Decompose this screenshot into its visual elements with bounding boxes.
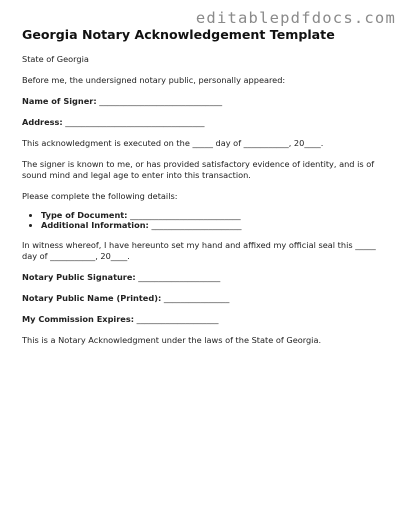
list-item — [41, 220, 392, 230]
intro-paragraph: Before me, the undersigned notary public, personally appeared: — [22, 75, 286, 85]
state-line: State of Georgia — [22, 54, 89, 64]
notary-printed-name-blank: ________________ — [163, 293, 230, 303]
notary-printed-name-label: Notary Public Name (Printed): — [22, 293, 162, 303]
closing-statement: This is a Notary Acknowledgment under the laws of the State of Georgia. — [22, 335, 322, 345]
name-of-signer-field — [22, 96, 392, 107]
notary-signature-blank: ____________________ — [138, 272, 221, 282]
document-title: Georgia Notary Acknowledgement Template — [22, 27, 335, 42]
identity-paragraph: The signer is known to me, or has provided satisfactory evidence of identity, and is of sound mind and legal age to enter into this transaction. — [22, 159, 375, 180]
address-label: Address: — [22, 117, 63, 127]
witness-paragraph: In witness whereof, I have hereunto set my hand and affixed my official seal this _____ day of ___________, 20____. — [22, 240, 376, 261]
watermark: editablepdfdocs.com — [195, 9, 396, 27]
notary-printed-name-field — [22, 293, 392, 304]
address-blank: __________________________________ — [65, 117, 205, 127]
address-field — [22, 117, 392, 128]
name-of-signer-blank: ______________________________ — [99, 96, 223, 106]
executed-line: This acknowledgment is executed on the _____ day of ___________, 20____. — [22, 138, 324, 148]
document-body — [22, 27, 392, 356]
additional-information-label: Additional Information: — [41, 220, 149, 230]
list-item — [41, 210, 392, 220]
commission-expires-field — [22, 314, 392, 325]
details-intro: Please complete the following details: — [22, 191, 178, 201]
commission-expires-label: My Commission Expires: — [22, 314, 134, 324]
commission-expires-blank: ____________________ — [136, 314, 219, 324]
name-of-signer-label: Name of Signer: — [22, 96, 97, 106]
notary-signature-label: Notary Public Signature: — [22, 272, 136, 282]
additional-information-blank: ______________________ — [151, 220, 242, 230]
notary-signature-field — [22, 272, 392, 283]
type-of-document-blank: ___________________________ — [130, 210, 241, 220]
type-of-document-label: Type of Document: — [41, 210, 128, 220]
details-list — [22, 210, 392, 230]
